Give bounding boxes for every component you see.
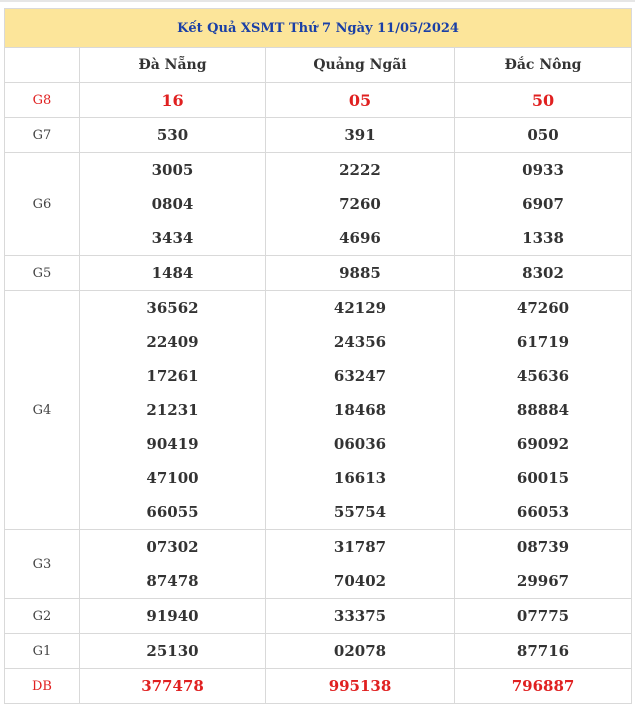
prize-label: G4	[5, 291, 80, 530]
prize-number: 16	[80, 83, 266, 118]
prize-number: 22409	[80, 325, 266, 359]
lottery-results-table	[4, 8, 632, 704]
prize-number: 66055	[80, 495, 266, 530]
prize-number: 06036	[266, 427, 455, 461]
table-row	[5, 221, 632, 256]
prize-number: 02078	[266, 634, 455, 669]
prize-number: 995138	[266, 669, 455, 704]
prize-number: 47100	[80, 461, 266, 495]
province-header-row	[5, 48, 632, 83]
prize-number: 69092	[455, 427, 632, 461]
prize-label: G2	[5, 599, 80, 634]
prize-label: DB	[5, 669, 80, 704]
prize-number: 24356	[266, 325, 455, 359]
province-header: Đà Nẵng	[80, 48, 266, 83]
prize-label: G1	[5, 634, 80, 669]
results-container	[4, 8, 631, 704]
prize-number: 61719	[455, 325, 632, 359]
prize-number: 60015	[455, 461, 632, 495]
prize-number: 6907	[455, 187, 632, 221]
table-row	[5, 83, 632, 118]
table-row	[5, 325, 632, 359]
prize-number: 07775	[455, 599, 632, 634]
prize-number: 45636	[455, 359, 632, 393]
prize-number: 3005	[80, 153, 266, 188]
table-row	[5, 291, 632, 326]
table-row	[5, 669, 632, 704]
prize-number: 16613	[266, 461, 455, 495]
prize-number: 4696	[266, 221, 455, 256]
province-header: Quảng Ngãi	[266, 48, 455, 83]
table-title: Kết Quả XSMT Thứ 7 Ngày 11/05/2024	[5, 9, 632, 48]
prize-label: G3	[5, 530, 80, 599]
prize-number: 31787	[266, 530, 455, 565]
prize-number: 391	[266, 118, 455, 153]
table-row	[5, 634, 632, 669]
prize-number: 90419	[80, 427, 266, 461]
table-row	[5, 256, 632, 291]
table-row	[5, 393, 632, 427]
prize-number: 50	[455, 83, 632, 118]
prize-number: 91940	[80, 599, 266, 634]
prize-label: G7	[5, 118, 80, 153]
prize-label: G6	[5, 153, 80, 256]
table-row	[5, 495, 632, 530]
prize-number: 70402	[266, 564, 455, 599]
table-row	[5, 118, 632, 153]
prize-label: G8	[5, 83, 80, 118]
table-row	[5, 461, 632, 495]
prize-number: 530	[80, 118, 266, 153]
prize-number: 050	[455, 118, 632, 153]
top-tab-strip	[0, 0, 635, 2]
province-header: Đắc Nông	[455, 48, 632, 83]
prize-number: 87716	[455, 634, 632, 669]
table-row	[5, 427, 632, 461]
prize-number: 2222	[266, 153, 455, 188]
prize-number: 9885	[266, 256, 455, 291]
prize-number: 8302	[455, 256, 632, 291]
prize-label-header	[5, 48, 80, 83]
prize-number: 0933	[455, 153, 632, 188]
prize-number: 07302	[80, 530, 266, 565]
prize-number: 88884	[455, 393, 632, 427]
prize-number: 25130	[80, 634, 266, 669]
prize-number: 21231	[80, 393, 266, 427]
table-row	[5, 187, 632, 221]
prize-label: G5	[5, 256, 80, 291]
prize-number: 18468	[266, 393, 455, 427]
prize-number: 63247	[266, 359, 455, 393]
table-row	[5, 530, 632, 565]
prize-number: 377478	[80, 669, 266, 704]
table-row	[5, 359, 632, 393]
prize-number: 33375	[266, 599, 455, 634]
prize-number: 42129	[266, 291, 455, 326]
prize-number: 05	[266, 83, 455, 118]
prize-number: 17261	[80, 359, 266, 393]
prize-number: 3434	[80, 221, 266, 256]
prize-number: 7260	[266, 187, 455, 221]
prize-number: 0804	[80, 187, 266, 221]
prize-number: 47260	[455, 291, 632, 326]
table-row	[5, 564, 632, 599]
prize-number: 1484	[80, 256, 266, 291]
prize-number: 36562	[80, 291, 266, 326]
prize-number: 66053	[455, 495, 632, 530]
prize-number: 29967	[455, 564, 632, 599]
prize-number: 796887	[455, 669, 632, 704]
prize-number: 08739	[455, 530, 632, 565]
prize-number: 1338	[455, 221, 632, 256]
prize-number: 55754	[266, 495, 455, 530]
results-body	[5, 83, 632, 704]
prize-number: 87478	[80, 564, 266, 599]
table-row	[5, 153, 632, 188]
table-row	[5, 599, 632, 634]
